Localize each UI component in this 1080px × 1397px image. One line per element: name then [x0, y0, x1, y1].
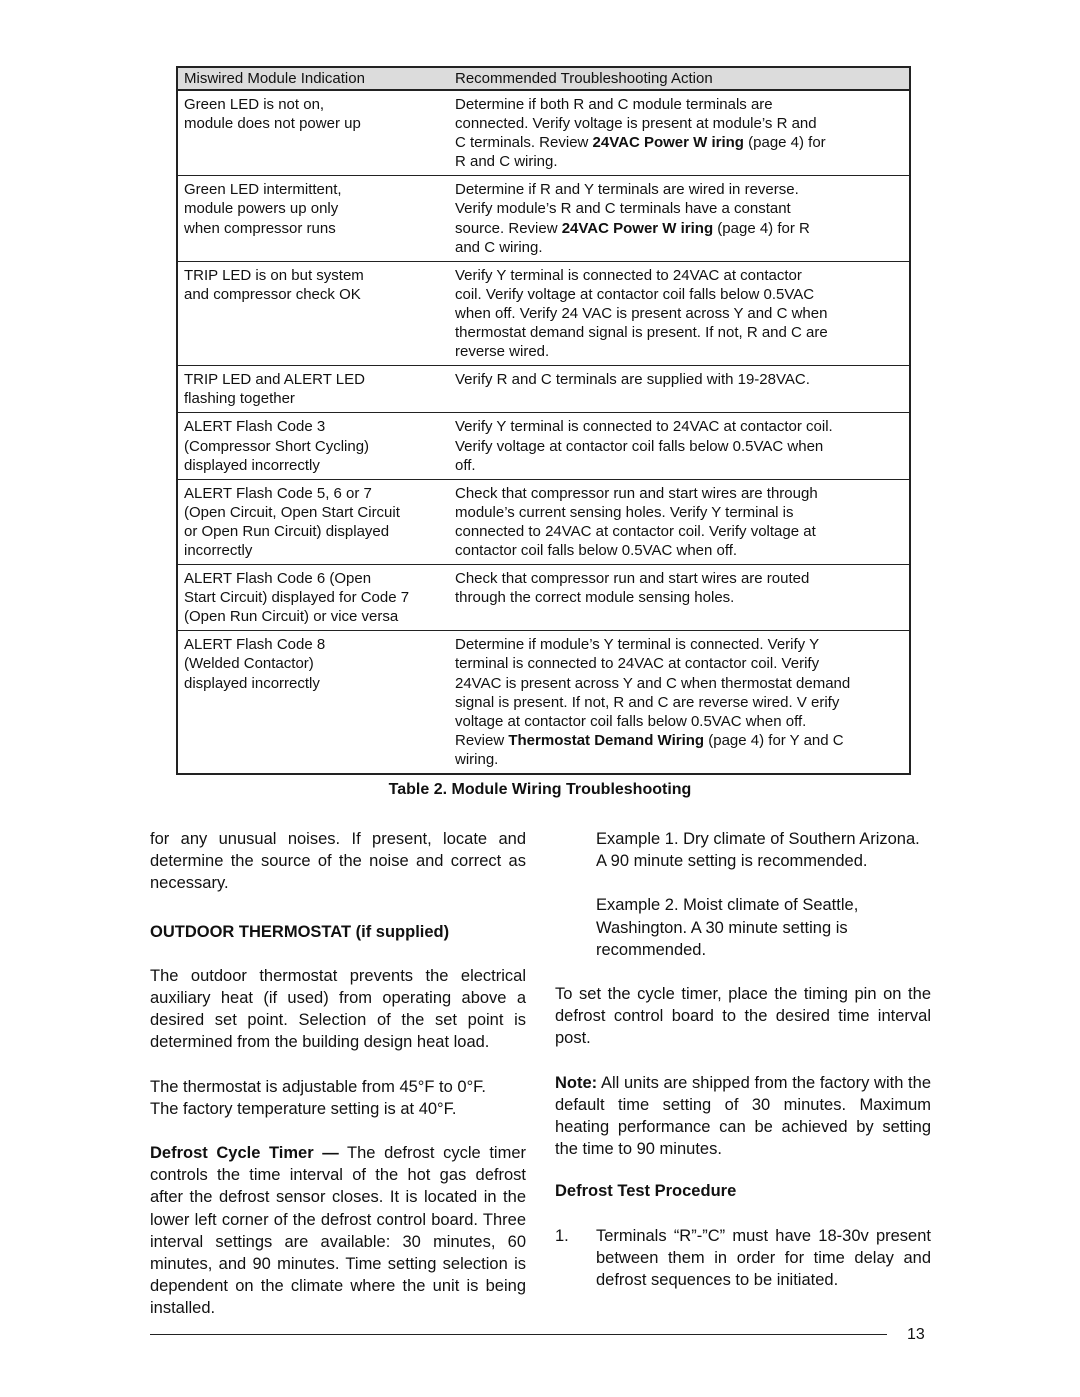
action-text: Verify Y terminal is connected to 24VAC at contactor coil. Verify voltage at contactor coil falls below 0.5VAC when off. Verify 24 VAC is present across Y and C when thermostat demand signal is present. If not, R and C are reverse wired. — [455, 266, 828, 361]
action-cell — [449, 417, 909, 474]
indication-cell: TRIP LED is on but system and compressor check OK — [184, 266, 364, 303]
action-text: Verify Y terminal is connected to 24VAC at contactor coil. Verify voltage at contactor coil falls below 0.5VAC when off. — [455, 418, 833, 474]
thermostat-adjust-line: The thermostat is adjustable from 45°F to 0°F. — [150, 1077, 487, 1096]
action-cell — [449, 95, 909, 171]
table-row — [178, 366, 909, 413]
page-number: 13 — [907, 1326, 925, 1343]
action-cell — [449, 484, 909, 560]
table-row — [178, 413, 909, 479]
left-column — [150, 828, 526, 1320]
action-cell — [449, 569, 909, 626]
action-reference: Thermostat Demand Wiring — [508, 731, 705, 749]
troubleshooting-table — [176, 66, 911, 775]
indication-cell: ALERT Flash Code 8 (Welded Contactor) displayed incorrectly — [184, 636, 326, 692]
table-row — [178, 631, 909, 773]
table-row — [178, 262, 909, 366]
example-2: Example 2. Moist climate of Seattle, Washington. A 30 minute setting is recommended. — [596, 896, 859, 959]
right-column — [555, 828, 931, 1291]
action-text: Check that compressor run and start wires are through module’s current sensing holes. Verify Y terminal is connected to 24VAC at contactor coil. Verify voltage at contactor coil falls below 0.5VAC when off. — [455, 484, 818, 559]
table-row — [178, 176, 909, 261]
header-action: Recommended Troubleshooting Action — [455, 70, 713, 87]
action-text: Determine if module’s Y terminal is connected. Verify Y terminal is connected to 24VAC at contactor coil. Verify 24VAC is present across Y and C when thermostat demand signal is present. If not, R and C are reverse wired. V erify voltage at contactor coil falls below 0.5VAC when off. Review — [455, 636, 851, 749]
action-cell — [449, 180, 909, 256]
test-step-1 — [555, 1225, 931, 1292]
indication-cell: ALERT Flash Code 6 (Open Start Circuit) displayed for Code 7 (Open Run Circuit) or vice versa — [184, 570, 410, 626]
step-number: 1. — [555, 1226, 569, 1245]
example-1: Example 1. Dry climate of Southern Arizona. A 90 minute setting is recommended. — [596, 830, 920, 871]
defrost-timer-label: Defrost Cycle Timer — — [150, 1144, 339, 1163]
defrost-test-heading: Defrost Test Procedure — [555, 1182, 737, 1201]
indication-cell: TRIP LED and ALERT LED flashing together — [184, 371, 365, 408]
indication-cell: ALERT Flash Code 5, 6 or 7 (Open Circuit, Open Start Circuit or Open Run Circuit) displayed incorrectly — [184, 484, 400, 559]
header-indication: Miswired Module Indication — [184, 70, 365, 87]
action-text: Determine if R and Y terminals are wired in reverse. Verify module’s R and C terminals have a constant source. Review — [455, 181, 799, 237]
action-text: Check that compressor run and start wires are routed through the correct module sensing holes. — [455, 570, 810, 607]
table-header-row — [178, 68, 909, 91]
table-row — [178, 91, 909, 176]
indication-cell: Green LED is not on, module does not power up — [184, 96, 361, 133]
action-reference: 24VAC Power W iring — [592, 134, 744, 152]
note-paragraph — [555, 1072, 931, 1161]
footer-rule — [150, 1334, 887, 1335]
table-row — [178, 480, 909, 565]
table-row — [178, 565, 909, 631]
action-cell — [449, 635, 909, 769]
outdoor-thermostat-paragraph: The outdoor thermostat prevents the electrical auxiliary heat (if used) from operating above a desired set point. Selection of the set point is determined from the building design heat load. — [150, 966, 526, 1052]
note-text: All units are shipped from the factory with the default time setting of 30 minutes. Maximum heating performance can be achieved by setting the time to 90 minutes. — [555, 1073, 931, 1159]
action-text: Determine if both R and C module terminals are connected. Verify voltage is present at module’s R and C terminals. Review — [455, 96, 817, 152]
action-cell — [449, 266, 909, 361]
action-cell — [449, 370, 909, 408]
indication-cell: Green LED intermittent, module powers up only when compressor runs — [184, 181, 342, 237]
set-timer-paragraph: To set the cycle timer, place the timing pin on the defrost control board to the desired time interval post. — [555, 985, 931, 1048]
action-text-end: (page 4) for R and C wiring. — [455, 134, 826, 171]
action-reference: 24VAC Power W iring — [561, 219, 714, 237]
step-text: Terminals “R”-”C” must have 18-30v present between them in order for time delay and defrost sequences to be initiated. — [596, 1226, 931, 1290]
action-text-end: (page 4) for Y and C wiring. — [455, 731, 844, 768]
indication-cell: ALERT Flash Code 3 (Compressor Short Cycling) displayed incorrectly — [184, 418, 370, 474]
action-text: Verify R and C terminals are supplied with 19-28VAC. — [455, 371, 810, 389]
defrost-timer-text: The defrost cycle timer controls the time interval of the hot gas defrost after the defrost sensor closes. It is located in the lower left corner of the defrost control board. Three interval settings are available: 30 minutes, 60 minutes, and 90 minutes. Time setting selection is dependent on the climate where the unit is being installed. — [150, 1144, 526, 1318]
noise-paragraph: for any unusual noises. If present, locate and determine the source of the noise and correct as necessary. — [150, 830, 526, 893]
outdoor-thermostat-heading: OUTDOOR THERMOSTAT (if supplied) — [150, 922, 450, 941]
factory-setting-line: The factory temperature setting is at 40°F. — [150, 1099, 457, 1118]
defrost-timer-paragraph — [150, 1142, 526, 1320]
action-text-end: (page 4) for R and C wiring. — [455, 219, 810, 256]
table-caption: Table 2. Module Wiring Troubleshooting — [388, 781, 692, 798]
note-label: Note: — [555, 1073, 598, 1092]
